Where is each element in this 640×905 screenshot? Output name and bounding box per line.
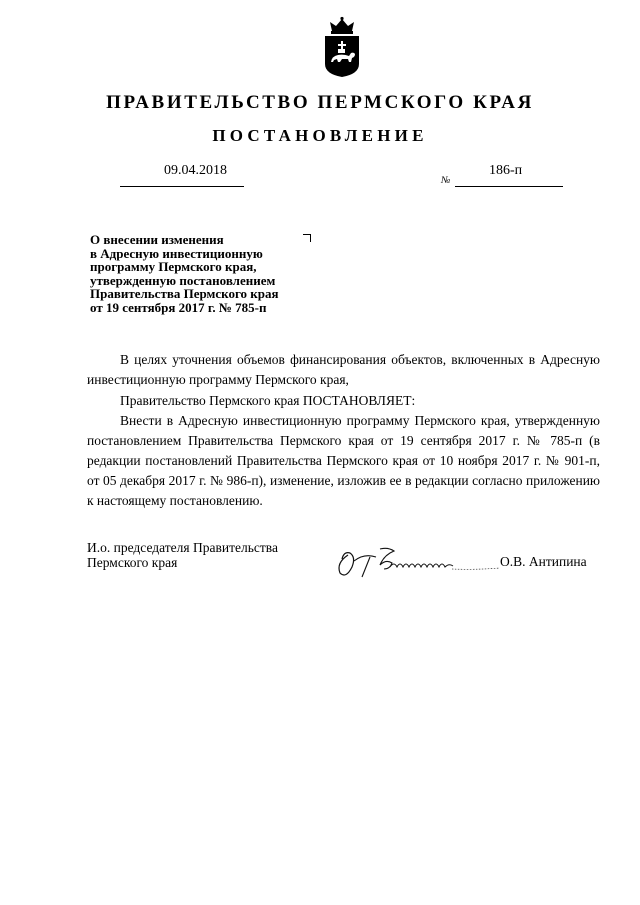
document-date: 09.04.2018 [164, 163, 227, 178]
government-title: ПРАВИТЕЛЬСТВО ПЕРМСКОГО КРАЯ [106, 92, 534, 113]
document-type-heading: ПОСТАНОВЛЕНИЕ [212, 126, 428, 145]
document-subject [90, 233, 330, 314]
subject-line: в Адресную инвестиционную [90, 245, 263, 261]
coat-of-arms-emblem [322, 16, 362, 78]
date-underline [120, 186, 244, 187]
signer-position-line: Пермского края [87, 555, 178, 570]
number-underline [455, 186, 563, 187]
subject-line: утвержденную постановлением [90, 272, 276, 288]
number-sign: № [441, 175, 451, 186]
body-paragraph-resolves: Правительство Пермского края ПОСТАНОВЛЯЕТ: [120, 393, 416, 408]
signer-name: О.В. Антипина [500, 554, 587, 569]
signer-position [87, 540, 278, 570]
subject-line: О внесении изменения [90, 232, 224, 247]
body-paragraph-purpose: В целях уточнения объемов финансирования объектов, включенных в Адресную инвестиционную программу Пермского края, [87, 352, 600, 387]
subject-line: от 19 сентября 2017 г. № 785-п [90, 299, 267, 315]
subject-line: программу Пермского края, [90, 259, 257, 274]
document-number: 186-п [489, 163, 523, 178]
handwritten-signature [334, 543, 510, 581]
signer-position-line: И.о. председателя Правительства [87, 540, 278, 555]
body-paragraph-amendment: Внести в Адресную инвестиционную программу Пермского края, утвержденную постановлением Правительства Пермского края от 19 сентября 2017 г. № 785-п (в редакции постановлений Правительства Пермского края от 10 ноября 2017 г. № 901-п, от 05 декабря 2017 г. № 986-п), изменение, изложив ее в редакции согласно приложению к настоящему постановлению. [87, 413, 600, 508]
subject-line: Правительства Пермского края [90, 286, 279, 301]
